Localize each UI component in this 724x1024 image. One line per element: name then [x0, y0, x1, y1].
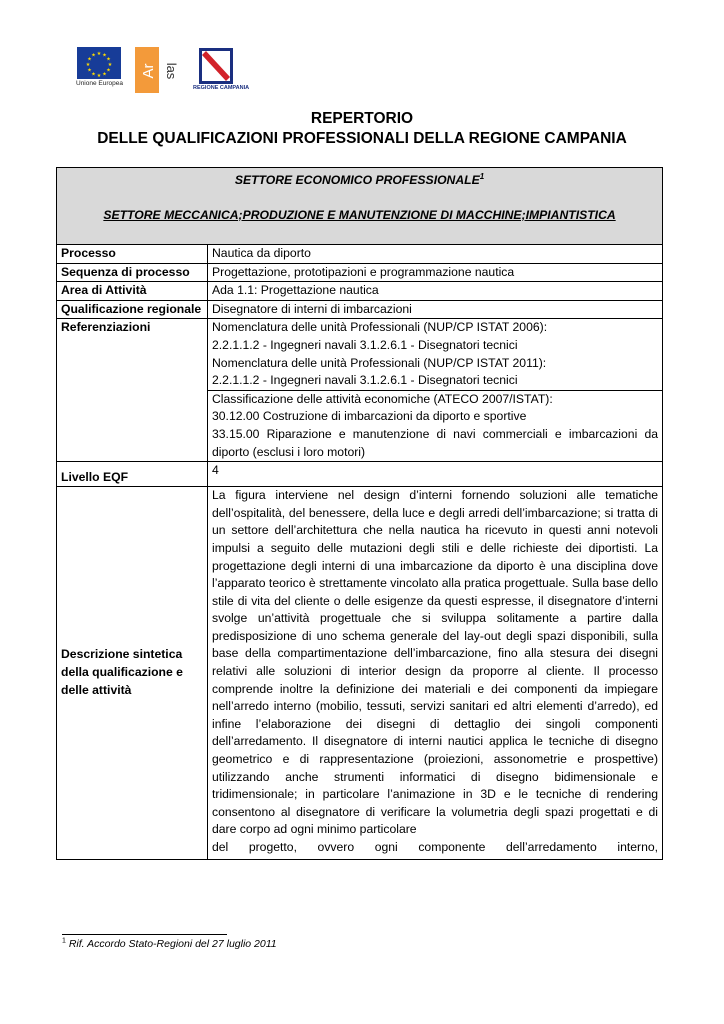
row-value: Nautica da diporto [208, 245, 663, 264]
footnote-separator [62, 934, 227, 935]
table-row [57, 263, 663, 282]
table-row [57, 319, 663, 390]
campania-caption: REGIONE CAMPANIA [193, 85, 250, 91]
eu-flag-icon [77, 47, 121, 79]
document-title: REPERTORIO [310, 110, 414, 127]
row-label: Processo [57, 245, 208, 264]
row-value: Disegnatore di interni di imbarcazioni [208, 300, 663, 319]
nup-line: 2.2.1.1.2 - Ingegneri navali 3.1.2.6.1 - Disegnatori tecnici [212, 337, 518, 352]
description-cell [208, 487, 663, 859]
sector-heading: SETTORE ECONOMICO PROFESSIONALE$^1$ [234, 171, 485, 187]
sector-name: SETTORE MECCANICA;PRODUZIONE E MANUTENZIONE DI MACCHINE;IMPIANTISTICA [103, 207, 616, 222]
svg-text:★: ★ [102, 71, 107, 78]
description-continuation: del progetto, ovvero ogni componente dell’arredamento interno, [212, 840, 659, 854]
row-label: Livello EQF [57, 462, 208, 487]
document-subtitle: DELLE QUALIFICAZIONI PROFESSIONALI DELLA REGIONE CAMPANIA [97, 130, 627, 147]
row-label: Sequenza di processo [57, 263, 208, 282]
svg-text:las: las [164, 62, 179, 80]
svg-text:★: ★ [85, 62, 91, 68]
svg-text:★: ★ [96, 73, 102, 79]
table-row [57, 300, 663, 319]
table-row [57, 462, 663, 487]
table-row [57, 282, 663, 301]
row-value: Progettazione, prototipazioni e programmazione nautica [208, 263, 663, 282]
footnote-ref: 1 [479, 171, 485, 181]
ateco-cell [208, 390, 663, 461]
svg-text:★: ★ [96, 51, 102, 57]
svg-text:★: ★ [91, 52, 96, 59]
row-value: Ada 1.1: Progettazione nautica [208, 282, 663, 301]
svg-text:★: ★ [87, 56, 92, 63]
row-label: Qualificazione regionale [57, 300, 208, 319]
nup-line: Nomenclatura delle unità Professionali (NUP/CP ISTAT 2011): [212, 355, 547, 370]
svg-text:★: ★ [107, 62, 113, 68]
eu-caption: Unione Europea [76, 80, 123, 87]
qualification-table [56, 167, 663, 860]
table-row [57, 487, 663, 859]
row-label: Area di Attività [57, 282, 208, 301]
footnote [62, 938, 277, 950]
svg-text:★: ★ [106, 56, 111, 63]
eu-logo [76, 47, 122, 91]
ateco-line: Classificazione delle attività economiche (ATECO 2007/ISTAT): [212, 391, 553, 406]
description-text: La figura interviene nel design d’interni fornendo soluzioni alle tematiche dell’ospitalità, del benessere, della luce e degli arredi dell’imbarcazione; si tratta di un settore dell’architettura che nella nautica ha ricevuto in questi anni notevoli impulsi a seguito delle mutazioni degli stili e delle richieste dei diportisti. La progettazione degli interni di una imbarcazione da diporto è una disciplina dove l’apparato teorico è strettamente vincolato alla pratica progettuale. Sulla base dello stile di vita del cliente o delle esigenze da questi espresse, il disegnatore d’interni svolge un’attività progettuale che si sviluppa solitamente a partire dalla predisposizione di uno schema generale del lay-out degli spazi disponibili, sulla base della compartimentazione dell’imbarcazione, fino alla stesura dei disegni relativi alle soluzioni di interior design da proporre al cliente. Il processo comprende inoltre la definizione dei materiali e dei componenti da impiegare nell’arredo interno (mobilio, tessuti, servizi sanitari ed altri elementi d’arredo), ed infine l’elaborazione dei disegni di dettaglio dei singoli componenti dell’arredamento. Il disegnatore di interni nautici applica le tecniche di disegno geometrico e di rappresentazione (proiezioni, assonometrie e prospettive) utilizzando anche strumenti informatici di disegno bidimensionale e tridimensionale; in particolare l’animazione in 3D e le tecniche di rendering consentono al disegnatore di verificare la volumetria degli spazi progettati e di dare corpo ad ogni minimo particolare [212, 488, 659, 837]
sector-row [57, 168, 663, 245]
regione-campania-logo [193, 48, 250, 94]
row-label: Descrizione sintetica della qualificazione e delle attività [57, 487, 208, 859]
table-row [57, 245, 663, 264]
nup-line: Nomenclatura delle unità Professionali (NUP/CP ISTAT 2006): [212, 320, 548, 335]
campania-shield-icon [199, 48, 233, 84]
nup-line: 2.2.1.1.2 - Ingegneri navali 3.1.2.6.1 - Disegnatori tecnici [212, 373, 518, 388]
nup-cell [208, 319, 663, 390]
svg-text:★: ★ [87, 67, 92, 74]
row-label: Referenziazioni [57, 319, 208, 462]
arlas-logo [135, 47, 179, 93]
footnote-text: Rif. Accordo Stato-Regioni del 27 luglio 2011 [68, 938, 277, 950]
ateco-line: 33.15.00 Riparazione e manutenzione di navi commerciali e imbarcazioni da diporto (esclusi i loro motori) [212, 426, 659, 459]
svg-text:★: ★ [102, 52, 107, 59]
sector-cell [57, 168, 663, 245]
header-logos [76, 47, 250, 95]
ateco-line: 30.12.00 Costruzione di imbarcazioni da diporto e sportive [212, 409, 527, 424]
svg-text:Ar: Ar [140, 63, 157, 79]
row-value: 4 [208, 462, 663, 487]
footnote-number: 1 [62, 937, 66, 945]
svg-text:★: ★ [106, 67, 111, 74]
svg-text:★: ★ [91, 71, 96, 78]
